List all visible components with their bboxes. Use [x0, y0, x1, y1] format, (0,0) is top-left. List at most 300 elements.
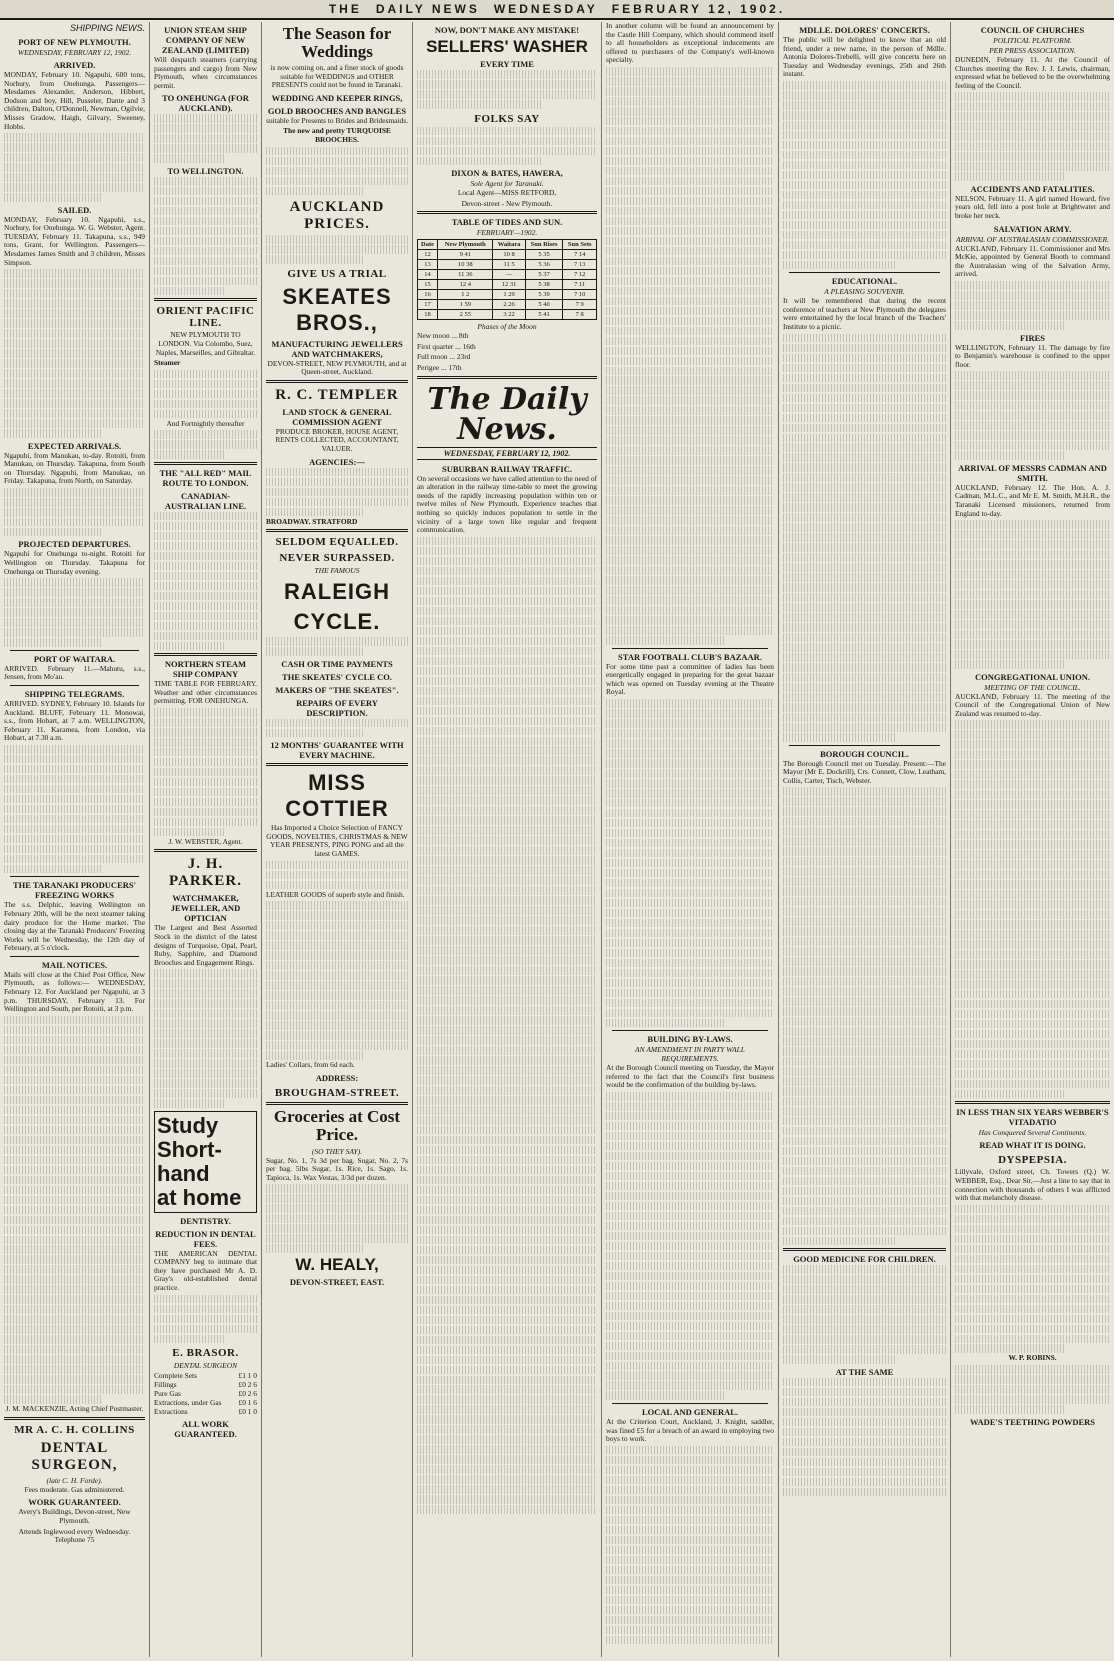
text-line	[606, 1112, 774, 1121]
tide-cell: 12 4	[438, 280, 493, 290]
text-line	[606, 1546, 774, 1555]
projected-heading: PROJECTED DEPARTURES.	[18, 539, 131, 550]
text-line	[266, 647, 365, 656]
text-line	[4, 319, 145, 328]
text-line	[783, 817, 946, 826]
text-line	[417, 1056, 597, 1065]
text-line	[4, 1036, 145, 1045]
text-line	[4, 1295, 145, 1304]
text-line	[955, 281, 1110, 290]
robins-signature: W. P. ROBINS.	[1008, 1353, 1057, 1363]
divider	[612, 1030, 768, 1031]
table-row	[418, 260, 597, 270]
text-line	[783, 887, 946, 896]
text-line	[4, 1186, 145, 1195]
text-line	[266, 1234, 408, 1243]
fee-price: £1 1 0	[238, 1371, 257, 1381]
text-line	[417, 1006, 597, 1015]
text-line	[606, 466, 774, 475]
text-line	[783, 364, 946, 373]
text-line	[606, 1242, 774, 1251]
text-line	[606, 919, 774, 928]
text-line	[606, 889, 774, 898]
editorial-text: On several occasions we have called attention to the need of an alteration in the railway time-table to meet the growing needs of the rapidly increasing population within ten or twelve miles of New Plymouth. Experience teaches that nothing so quickly induces population to settle in the vicinity of a large town like regular and frequent communication.	[417, 473, 597, 535]
text-line	[154, 1099, 226, 1108]
text-line	[154, 512, 257, 521]
text-line	[4, 329, 145, 338]
text-line	[417, 1366, 597, 1375]
text-line	[417, 1435, 597, 1444]
text-line	[606, 1252, 774, 1261]
text-line	[417, 1086, 597, 1095]
text-line	[955, 950, 1110, 959]
text-line	[783, 857, 946, 866]
text-line	[606, 709, 774, 718]
text-line	[606, 699, 774, 708]
text-line	[417, 1356, 597, 1365]
text-line	[783, 111, 946, 120]
text-line	[606, 516, 774, 525]
templer-text: PRODUCE BROKER, HOUSE AGENT, RENTS COLLECTED, ACCOUNTANT, VALUER.	[275, 426, 399, 454]
text-line	[783, 503, 946, 512]
text-line	[4, 785, 145, 794]
text-line	[955, 580, 1110, 589]
text-line	[606, 1342, 774, 1351]
text-line	[154, 718, 257, 727]
text-line	[417, 836, 597, 845]
text-line	[783, 1067, 946, 1076]
text-line	[955, 152, 1110, 161]
text-line	[606, 157, 774, 166]
text-line	[4, 1056, 145, 1065]
text-line	[783, 897, 946, 906]
text-line	[417, 627, 597, 636]
divider	[612, 648, 768, 649]
text-line	[154, 562, 257, 571]
text-line	[266, 1244, 365, 1253]
text-line	[417, 916, 597, 925]
text-line	[4, 369, 145, 378]
fee-label: Fillings	[154, 1380, 177, 1390]
table-row	[418, 310, 597, 320]
text-line	[955, 890, 1110, 899]
mail-heading: MAIL NOTICES.	[41, 959, 108, 970]
port-heading: PORT OF NEW PLYMOUTH.	[18, 37, 131, 47]
text-line	[783, 1408, 946, 1417]
text-line	[417, 756, 597, 765]
text-line	[783, 937, 946, 946]
guarantee-heading: 12 MONTHS' GUARANTEE WITH EVERY MACHINE.	[270, 740, 404, 761]
text-line	[417, 70, 597, 79]
text-line	[417, 1256, 597, 1265]
text-line	[606, 277, 774, 286]
text-line	[783, 121, 946, 130]
text-line	[955, 860, 1110, 869]
educational-text: It will be remembered that during the recent conference of teachers at New Plymouth the delegates were entertained by the local branch of the Teachers' Institute to a picnic.	[783, 296, 946, 332]
divider	[10, 685, 139, 686]
text-line	[4, 1126, 145, 1135]
text-line	[4, 815, 145, 824]
text-line	[417, 727, 597, 736]
text-line	[154, 1089, 257, 1098]
text-line	[955, 102, 1110, 111]
text-line	[606, 317, 774, 326]
text-line	[417, 1465, 597, 1474]
expected-heading: EXPECTED ARRIVALS.	[27, 440, 122, 451]
text-line	[606, 1272, 774, 1281]
congregational-heading: CONGREGATIONAL UNION.	[974, 671, 1091, 682]
text-line	[955, 610, 1110, 619]
divider	[266, 1102, 408, 1105]
tide-cell: 7 8	[563, 310, 597, 320]
text-line	[606, 217, 774, 226]
borough-heading: BOROUGH COUNCIL.	[820, 748, 909, 759]
section-label: SHIPPING NEWS.	[69, 23, 145, 33]
text-line	[955, 92, 1110, 101]
text-line	[417, 1405, 597, 1414]
text-line	[154, 207, 257, 216]
telegrams-heading: SHIPPING TELEGRAMS.	[24, 688, 125, 699]
text-line	[417, 1126, 597, 1135]
text-line	[4, 518, 145, 527]
text-line	[955, 1245, 1110, 1254]
text-line	[417, 1316, 597, 1325]
fee-row	[154, 1371, 257, 1380]
text-line	[783, 623, 946, 632]
newspaper-page	[0, 22, 1114, 1661]
bylaws-heading: BUILDING BY-LAWS.	[647, 1034, 733, 1045]
text-line	[606, 1371, 774, 1380]
text-line	[783, 473, 946, 482]
text-line	[606, 829, 774, 838]
text-line	[4, 1026, 145, 1035]
masthead	[0, 0, 1114, 20]
text-line	[606, 1516, 774, 1525]
tide-column-header: Sun Sets	[563, 240, 597, 250]
text-line	[606, 1212, 774, 1221]
text-line	[266, 488, 408, 497]
editorial-heading: SUBURBAN RAILWAY TRAFFIC.	[442, 463, 572, 474]
healy-heading: W. HEALY,	[295, 1254, 379, 1274]
text-line	[955, 401, 1110, 410]
text-line	[783, 1147, 946, 1156]
text-line	[606, 416, 774, 425]
text-line	[417, 1066, 597, 1075]
fires-heading: FIRES	[1019, 332, 1046, 343]
text-line	[606, 819, 774, 828]
text-line	[955, 1325, 1110, 1334]
text-line	[154, 979, 257, 988]
producers-heading: THE TARANAKI PRODUCERS' FREEZING WORKS	[13, 880, 136, 901]
dixon-bates: DIXON & BATES, HAWERA,	[451, 168, 563, 179]
text-line	[417, 866, 597, 875]
text-line	[783, 1227, 946, 1236]
canadian-heading: CANADIAN-AUSTRALIAN LINE.	[164, 490, 247, 511]
text-line	[606, 207, 774, 216]
text-line	[4, 309, 145, 318]
tide-column-header: Waitara	[493, 240, 525, 250]
text-line	[955, 381, 1110, 390]
text-line	[606, 1162, 774, 1171]
union-text: Will despatch steamers (carrying passengers and cargo) from New Plymouth, when circumstances permit.	[154, 55, 257, 90]
text-line	[955, 1070, 1110, 1079]
council-heading: COUNCIL OF CHURCHES	[980, 25, 1085, 35]
text-line	[154, 612, 257, 621]
text-line	[783, 807, 946, 816]
text-line	[4, 1156, 145, 1165]
text-line	[606, 1192, 774, 1201]
text-line	[783, 1177, 946, 1186]
text-line	[955, 550, 1110, 559]
text-line	[4, 193, 103, 202]
text-line	[266, 187, 365, 196]
text-line	[606, 1262, 774, 1271]
text-line	[783, 1237, 897, 1246]
text-line	[4, 1016, 145, 1025]
give-trial: GIVE US A TRIAL	[287, 267, 387, 280]
text-line	[266, 931, 408, 940]
text-line	[417, 1146, 597, 1155]
orient-mails: And Fortnightly thereafter	[166, 418, 245, 428]
tide-column-header: New Plymouth	[438, 240, 493, 250]
sailed-text: MONDAY, February 10. Ngapuhi, s.s., Norbury, for Onehunga. W. G. Webster, Agent. TUESDAY, February 11. Takapuna, s.s., 949 tons, Grant, for Wellington. Passengers—Mesdames James Smith and 3 children, Misses Simpson.	[4, 214, 145, 267]
text-line	[266, 901, 408, 910]
text-line	[606, 586, 774, 595]
text-line	[4, 173, 145, 182]
text-line	[606, 779, 774, 788]
text-line	[266, 861, 408, 870]
arrived-heading: ARRIVED.	[53, 60, 96, 70]
work-guaranteed: WORK GUARANTEED.	[28, 1497, 121, 1508]
tide-cell: 12	[418, 250, 438, 260]
text-line	[783, 543, 946, 552]
text-line	[417, 1425, 597, 1434]
text-line	[783, 867, 946, 876]
address-heading: ADDRESS:	[315, 1072, 359, 1083]
text-line	[606, 979, 774, 988]
text-line	[154, 708, 257, 717]
to-wellington: TO WELLINGTON.	[167, 165, 244, 176]
text-line	[417, 80, 597, 89]
text-line	[783, 877, 946, 886]
moon-heading: Phases of the Moon	[477, 322, 537, 332]
text-line	[154, 522, 257, 531]
text-line	[955, 321, 1064, 330]
tide-cell: 1 29	[493, 290, 525, 300]
text-line	[417, 846, 597, 855]
orient-heading: ORIENT PACIFIC LINE.	[156, 305, 255, 330]
text-line	[606, 1152, 774, 1161]
text-line	[266, 961, 408, 970]
text-line	[955, 441, 1110, 450]
text-line	[606, 769, 774, 778]
cottier-heading: MISS COTTIER	[285, 770, 389, 822]
text-line	[783, 523, 946, 532]
text-line	[955, 780, 1110, 789]
text-line	[783, 384, 946, 393]
divider	[955, 1101, 1110, 1104]
text-line	[955, 740, 1110, 749]
text-line	[783, 181, 946, 190]
text-line	[783, 1275, 946, 1284]
text-line	[417, 956, 597, 965]
text-line	[955, 1265, 1110, 1274]
text-line	[4, 389, 145, 398]
text-line	[955, 800, 1110, 809]
text-line	[4, 775, 145, 784]
text-line	[783, 211, 946, 220]
text-line	[154, 828, 226, 837]
text-line	[4, 508, 145, 517]
text-line	[955, 1405, 1064, 1414]
text-line	[417, 1276, 597, 1285]
text-line	[266, 1224, 408, 1233]
text-line	[417, 687, 597, 696]
text-line	[4, 1216, 145, 1225]
text-line	[955, 520, 1110, 529]
text-line	[783, 1017, 946, 1026]
text-line	[783, 977, 946, 986]
text-line	[783, 354, 946, 363]
text-line	[783, 683, 946, 692]
divider	[612, 1403, 768, 1404]
text-line	[4, 399, 145, 408]
healy-address: DEVON-STREET, EAST.	[289, 1276, 385, 1287]
text-line	[266, 1214, 408, 1223]
moon-phase: First quarter ... 16th	[417, 341, 476, 351]
text-line	[606, 989, 774, 998]
text-line	[417, 1445, 597, 1454]
divider	[154, 849, 257, 852]
salvation-sub: ARRIVAL OF AUSTRALASIAN COMMISSIONER.	[956, 234, 1109, 244]
text-line	[606, 476, 774, 485]
text-line	[606, 367, 774, 376]
text-line	[955, 1335, 1110, 1344]
text-line	[417, 677, 597, 686]
text-line	[266, 637, 408, 646]
text-line	[783, 1428, 946, 1437]
educational-heading: EDUCATIONAL.	[831, 276, 898, 287]
text-line	[154, 187, 257, 196]
tide-cell: 12 31	[493, 280, 525, 290]
text-line	[955, 880, 1110, 889]
text-line	[4, 289, 145, 298]
text-line	[606, 606, 774, 615]
divider	[789, 745, 940, 746]
text-line	[417, 1455, 597, 1464]
text-line	[4, 1226, 145, 1235]
parker-text: The Largest and Best Assorted Stock in the district of the latest designs of Turquoise, Opal, Pearl, Ruby, Sapphire, and Diamond Brooches and Engagement Rings.	[154, 923, 257, 967]
text-line	[154, 778, 257, 787]
gold-brooches: GOLD BROOCHES AND BANGLES	[267, 105, 407, 116]
fee-price: £0 2 6	[238, 1389, 257, 1399]
text-line	[4, 1315, 145, 1324]
fee-row	[154, 1398, 257, 1407]
dentistry-heading: DENTISTRY.	[180, 1215, 231, 1226]
orient-sub: NEW PLYMOUTH TO LONDON. Via Colombo, Suez, Naples, Marseilles, and Gibraltar.	[155, 330, 256, 357]
text-line	[4, 498, 145, 507]
text-line	[417, 1296, 597, 1305]
tide-cell: 11 36	[438, 270, 493, 280]
text-line	[606, 506, 774, 515]
brasor-name: E. BRASOR.	[172, 1347, 239, 1360]
text-line	[606, 596, 774, 605]
local-agent: Local Agent—MISS RETFORD,	[457, 188, 557, 198]
text-line	[417, 786, 597, 795]
auckland-prices: AUCKLAND PRICES.	[289, 199, 385, 233]
text-line	[606, 1586, 774, 1595]
text-line	[783, 1157, 946, 1166]
text-line	[154, 277, 257, 286]
text-line	[606, 1446, 774, 1455]
text-line	[154, 197, 257, 206]
congregational-sub: MEETING OF THE COUNCIL.	[984, 682, 1081, 692]
text-line	[417, 1376, 597, 1385]
bazaar-text: For some time past a committee of ladies has been energetically engaged in preparing for the great bazaar which was opened on Tuesday evening at the Theatre Royal.	[606, 661, 774, 697]
text-line	[606, 959, 774, 968]
text-line	[783, 1388, 946, 1397]
text-line	[955, 720, 1110, 729]
text-line	[154, 592, 257, 601]
tide-cell: 16	[418, 290, 438, 300]
text-line	[955, 301, 1110, 310]
text-line	[783, 1315, 946, 1324]
text-line	[606, 227, 774, 236]
text-line	[783, 593, 946, 602]
text-line	[955, 112, 1110, 121]
text-line	[266, 1204, 408, 1213]
text-line	[154, 532, 257, 541]
text-line	[606, 616, 774, 625]
cadman-text: AUCKLAND, February 12. The Hon. A. J. Cadman, M.L.C., and Mr E. M. Smith, M.H.R., the Taranaki Licensed missioners, returned from England to-day.	[955, 482, 1110, 518]
text-line	[606, 426, 774, 435]
text-line	[606, 97, 774, 106]
text-line	[417, 1485, 597, 1494]
text-line	[783, 633, 946, 642]
text-line	[606, 849, 774, 858]
text-line	[783, 1057, 946, 1066]
text-line	[4, 755, 145, 764]
text-line	[606, 1526, 774, 1535]
text-line	[266, 255, 365, 264]
text-line	[955, 650, 1110, 659]
text-line	[955, 540, 1110, 549]
text-line	[417, 1136, 597, 1145]
text-line	[783, 394, 946, 403]
text-line	[783, 603, 946, 612]
text-line	[4, 1116, 145, 1125]
text-line	[783, 91, 946, 100]
text-line	[417, 577, 597, 586]
text-line	[606, 1302, 774, 1311]
text-line	[606, 376, 774, 385]
text-line	[4, 349, 145, 358]
text-line	[783, 563, 946, 572]
text-line	[4, 1395, 103, 1404]
text-line	[955, 1285, 1110, 1294]
text-line	[783, 907, 946, 916]
text-line	[266, 871, 408, 880]
dental-name: MR A. C. H. COLLINS	[14, 1423, 135, 1436]
text-line	[4, 805, 145, 814]
tide-cell: 17	[418, 300, 438, 310]
fee-label: Pure Gas	[154, 1389, 181, 1399]
text-line	[606, 446, 774, 455]
tide-cell: 11 5	[493, 260, 525, 270]
dental-sub: (late C. H. Forde).	[46, 1475, 103, 1485]
tide-cell: 13	[418, 260, 438, 270]
text-line	[4, 1275, 145, 1284]
